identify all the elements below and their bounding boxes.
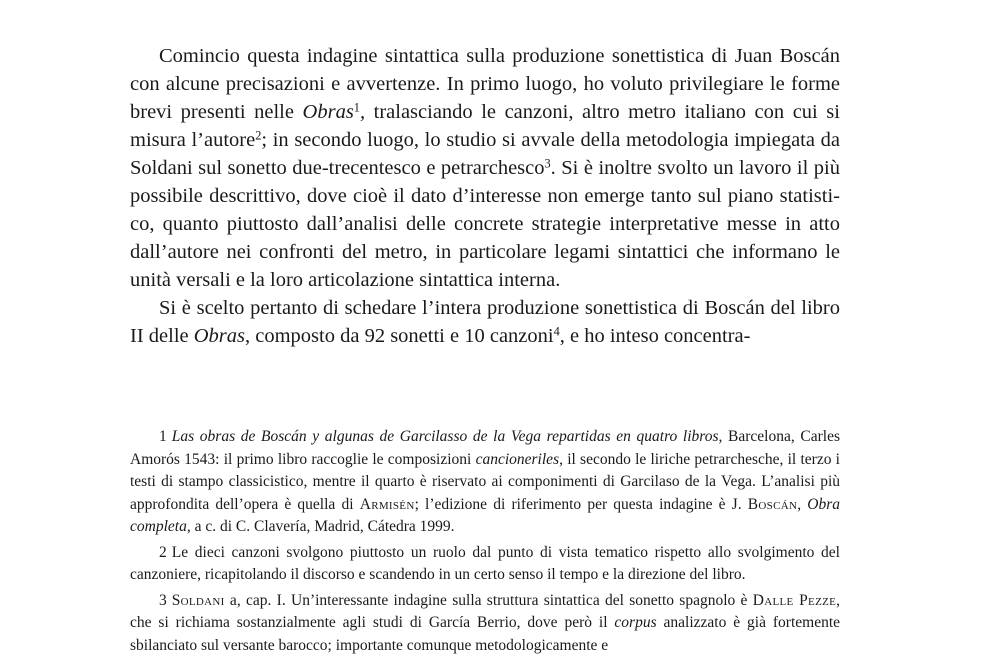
text-span: , e ho inteso concentra- [559, 325, 751, 347]
footnote-ref-4: 4 [553, 324, 560, 339]
text-span: Le dieci canzoni svolgono piuttosto un ruolo dal punto di vista tematico rispetto allo svolgimento del canzoniere, ricapitolando il discorso e scandendo in un certo senso il tempo e la direzione del libro. [130, 543, 840, 583]
text-span: , che si richiama sostanzialmente agli studi di García Berrio, dove però il [130, 591, 840, 631]
author-name: Dalle Pezze [752, 591, 837, 609]
footnote-2 [130, 542, 840, 587]
text-span: , il secondo le liriche petrarchesche, il terzo i testi di stampo classicistico, mentre il quarto è riservato ai componimenti di Garcilaso de la Vega. L’analisi più approfondita dell’opera è quella di [130, 450, 840, 513]
text-span: Barcelona, Carles Amorós 1543: il primo libro raccoglie le composizioni [130, 428, 840, 468]
text-span: ; in secondo luogo, lo studio si avvale della metodologia impiegata da Soldani sul sonetto due-trecentesco e petrarchesco [130, 129, 840, 179]
paragraph-2 [130, 294, 840, 350]
italic-title: Obras [302, 101, 354, 123]
text-span: , [797, 495, 808, 513]
italic-term: corpus [614, 614, 657, 631]
text-span: Comincio questa indagine sintattica sulla produzione sonettistica di Juan Boscán con alcune precisazioni e avvertenze. In primo luogo, ho voluto privilegiare le forme brevi presenti nelle [130, 45, 840, 123]
italic-term: cancioneriles [475, 450, 560, 468]
text-span: , composto da 92 sonetti e 10 canzoni [245, 325, 554, 347]
text-span: Si è scelto pertanto di schedare l’intera produzione sonettistica di Boscán del libro II delle [130, 297, 840, 347]
main-text [130, 42, 840, 350]
text-span: analizzato è già fortemente sbilanciato sul versante barocco; importante comunque metodologicamente e [130, 614, 841, 654]
paragraph-1 [130, 42, 840, 294]
text-span: tralasciando le canzoni, altro metro italiano con cui si misura l’autore [130, 101, 840, 151]
italic-title: Las obras de Boscán y algunas de Garcilasso de la Vega repartidas en quatro libros, [171, 428, 723, 445]
footnote-number: 3 [159, 591, 167, 609]
text-span: , [359, 101, 366, 123]
footnote-number: 1 [159, 428, 167, 445]
footnote-3 [130, 590, 840, 658]
text-span: a, cap. I. Un’interessante indagine sulla struttura sintattica del sonetto spagnolo è [224, 591, 753, 609]
text-span: ; l’edizione di riferimento per questa indagine è J. [414, 495, 748, 513]
italic-title: Obra completa [130, 495, 840, 535]
footnote-ref-1: 1 [353, 100, 360, 115]
footnote-1 [130, 426, 840, 539]
footnote-ref-2: 2 [255, 128, 262, 143]
author-name: Boscán [747, 495, 798, 513]
italic-title: Obras [193, 325, 246, 347]
text-span: , a c. di C. Clavería, Madrid, Cátedra 1999. [186, 518, 455, 535]
author-name: Soldani [171, 591, 225, 609]
footnote-number: 2 [159, 543, 167, 561]
author-name: Armisén [359, 495, 415, 513]
footnote-ref-3: 3 [544, 156, 551, 171]
footnotes [130, 426, 840, 660]
text-span: . Si è inoltre svolto un lavoro il più possibile descrittivo, dove cioè il dato d’interesse non emerge tanto sul piano statistico, quanto piuttosto dall’analisi delle concrete strategie interpretative messe in atto dall’autore nei confronti del metro, in particolare legami sintattici che informano le unità versali e la loro articolazione sintattica interna. [130, 157, 840, 291]
